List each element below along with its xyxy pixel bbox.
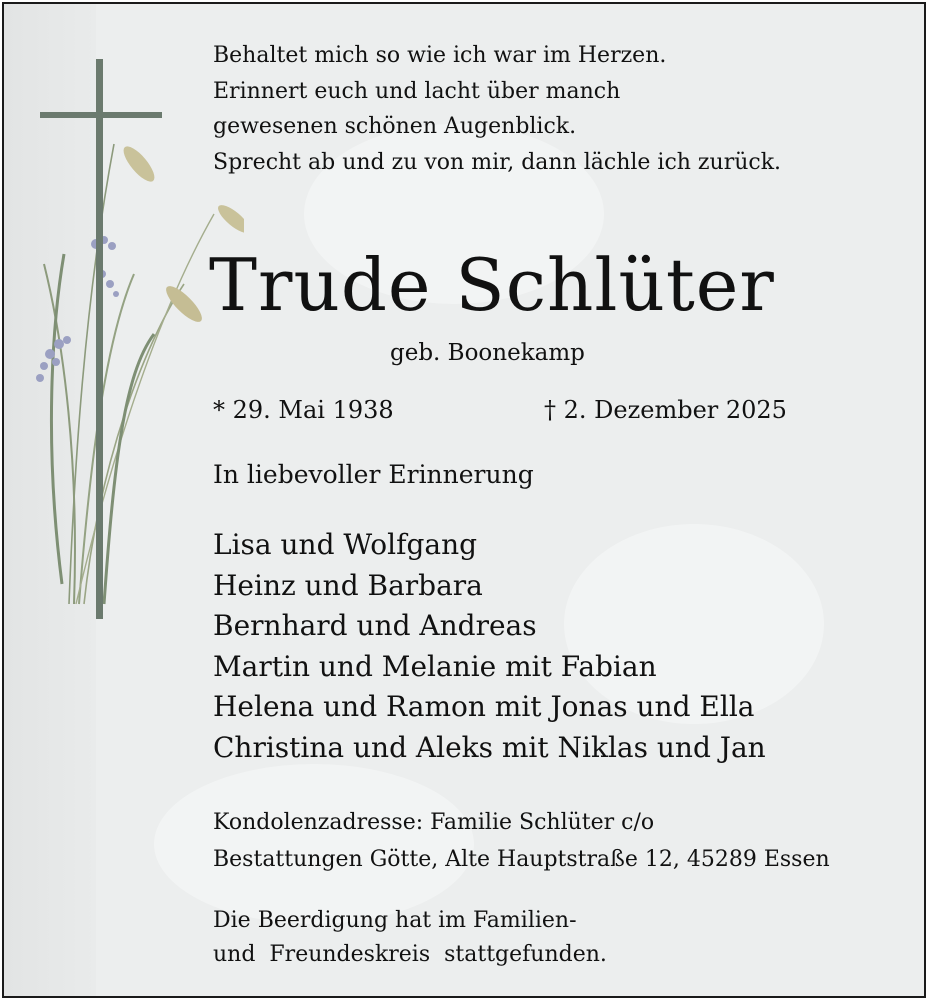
memory-line: In liebevoller Erinnerung	[213, 460, 534, 489]
poem-line: Erinnert euch und lacht über manch	[213, 78, 621, 104]
family-member: Helena und Ramon mit Jonas und Ella	[213, 690, 755, 723]
birth-date: * 29. Mai 1938	[213, 396, 394, 424]
address-line: Bestattungen Götte, Alte Hauptstraße 12, 45289 Essen	[213, 847, 830, 872]
poem-line: Sprecht ab und zu von mir, dann lächle ich zurück.	[213, 149, 782, 175]
death-date: † 2. Dezember 2025	[544, 396, 787, 424]
funeral-line: Die Beerdigung hat im Familien-	[213, 908, 577, 933]
poem-block	[213, 38, 781, 180]
family-list	[213, 525, 766, 768]
deceased-name: Trude Schlüter	[209, 243, 775, 327]
obituary-card	[2, 2, 926, 998]
poem-line: Behaltet mich so wie ich war im Herzen.	[213, 43, 667, 68]
cross-icon	[4, 44, 244, 644]
family-member: Christina und Aleks mit Niklas und Jan	[213, 730, 766, 764]
address-line: Kondolenzadresse: Familie Schlüter c/o	[213, 810, 655, 835]
family-member: Lisa und Wolfgang	[213, 528, 478, 561]
family-member: Martin und Melanie mit Fabian	[213, 649, 657, 683]
funeral-note	[213, 904, 607, 972]
maiden-name: geb. Boonekamp	[390, 340, 585, 366]
funeral-line: und Freundeskreis stattgefunden.	[213, 942, 607, 967]
poem-line: gewesenen schönen Augenblick.	[213, 114, 577, 139]
family-member: Bernhard und Andreas	[213, 609, 537, 642]
condolence-address	[213, 804, 830, 878]
family-member: Heinz und Barbara	[213, 568, 483, 602]
